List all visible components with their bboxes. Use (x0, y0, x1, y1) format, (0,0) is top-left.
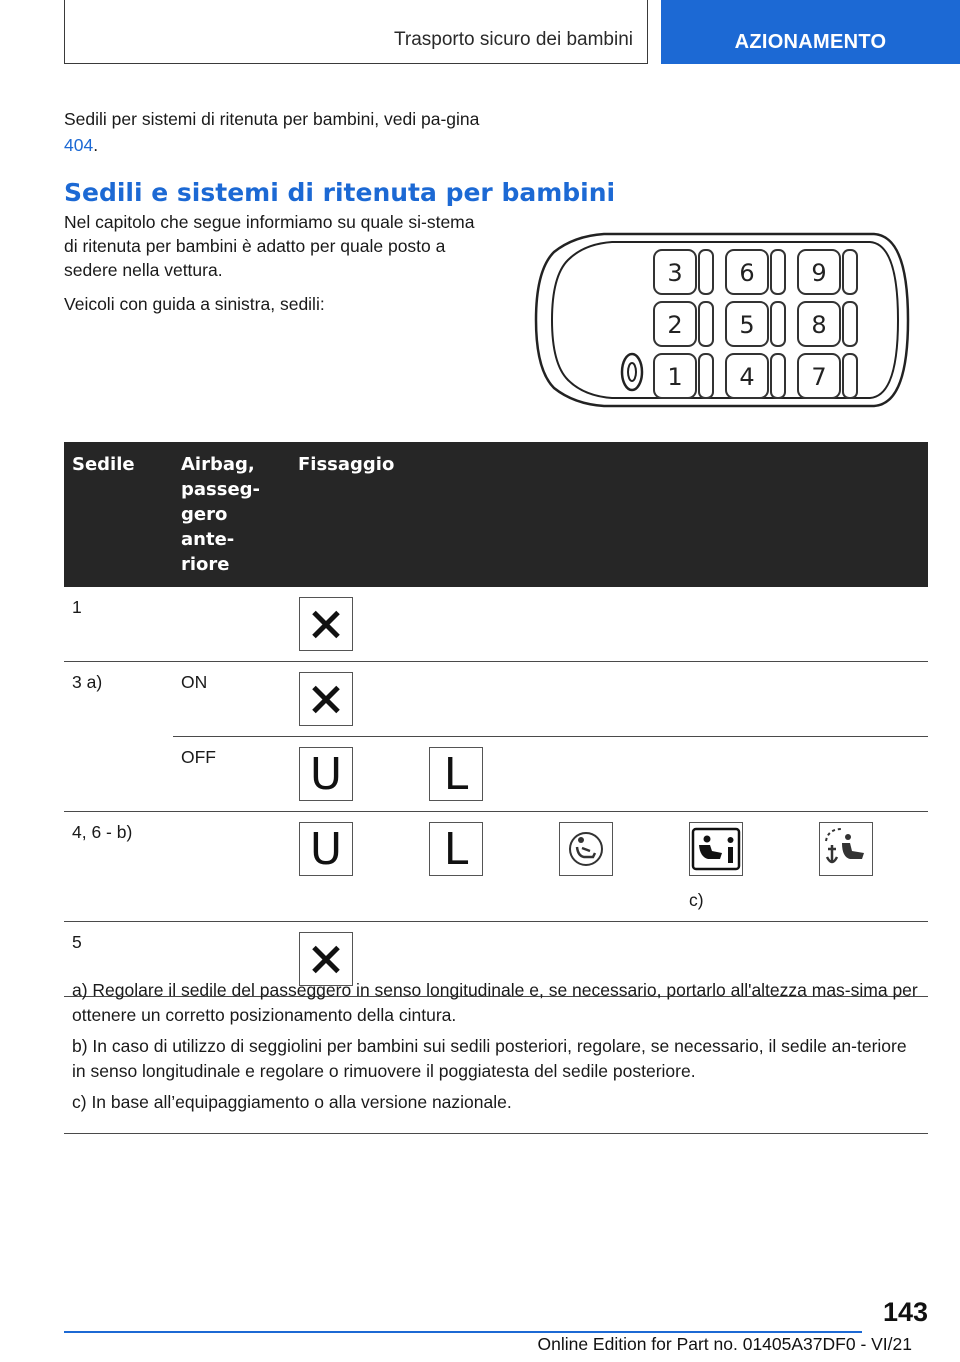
body-text (64, 210, 484, 326)
airbag-cell (173, 812, 290, 922)
table-row (64, 587, 928, 662)
header-chapter-tab[interactable]: AZIONAMENTO (661, 0, 960, 64)
fixing-cell (290, 812, 928, 922)
seat-cell: 5 (64, 922, 173, 997)
seat-9-label: 9 (811, 259, 827, 287)
seat-4-label: 4 (739, 363, 755, 391)
x-icon (299, 672, 353, 726)
airbag-cell (173, 587, 290, 662)
table-header-row (64, 442, 928, 587)
universal-u-icon: U (299, 822, 353, 876)
footnotes (64, 968, 928, 1134)
universal-u-icon: U (299, 747, 353, 801)
header-section-box (64, 0, 648, 64)
section-title: Sedili e sistemi di ritenuta per bambini (64, 178, 616, 207)
edition-note: Online Edition for Part no. 01405A37DF0 - VI/21 (537, 1334, 912, 1354)
page-number: 143 (882, 1297, 928, 1327)
seat-8-label: 8 (811, 311, 827, 339)
intro-text: Sedili per sistemi di ritenuta per bambini, vedi pa-gina (64, 109, 480, 129)
fixing-cell (290, 587, 928, 662)
col-header-seat: Sedile (64, 442, 173, 587)
seat-2-label: 2 (667, 311, 683, 339)
table-row (64, 662, 928, 737)
intro-suffix: . (93, 135, 99, 155)
intro-paragraph (64, 106, 484, 158)
seat-1-label: 1 (667, 363, 683, 391)
x-icon (299, 597, 353, 651)
footnote-b: b) In caso di utilizzo di seggiolini per bambini sui sedili posteriori, regolare, se necessario, il sedile an-teriore in senso longitudinale e regolare o rimuovere il poggiatesta del sedile posteriore. (72, 1036, 907, 1081)
footnote-c-marker: c) (689, 890, 704, 910)
seat-cell: 1 (64, 587, 173, 662)
child-seat-icon (559, 822, 613, 876)
footnote-a: a) Regolare il sedile del passeggero in senso longitudinale e, se necessario, portarlo all'altezza mas-sima per ottenere un corretto posizionamento della cintura. (72, 980, 918, 1025)
fixing-cell (290, 737, 928, 812)
steering-wheel-icon (622, 354, 642, 390)
semi-universal-l-icon: L (429, 747, 483, 801)
seat-cell: 4, 6 - b) (64, 812, 173, 922)
body-paragraph-1: Nel capitolo che segue informiamo su quale si-stema di ritenuta per bambini è adatto per quale posto a sedere nella vettura. (64, 212, 475, 280)
child-seat-info-icon (689, 822, 743, 876)
seat-cell: 3 a) (64, 662, 173, 812)
seat-5-label: 5 (739, 311, 755, 339)
fixing-cell (290, 662, 928, 737)
airbag-cell: OFF (173, 737, 290, 812)
child-seat-anchor-icon (819, 822, 873, 876)
col-header-airbag: Airbag, passeg-gero ante-riore (173, 442, 290, 587)
footer-rule (64, 1331, 862, 1333)
table-row (64, 737, 928, 812)
page-link[interactable]: 404 (64, 135, 94, 155)
footnote-c: c) In base all’equipaggiamento o alla versione nazionale. (72, 1092, 512, 1112)
col-header-fixing: Fissaggio (290, 442, 928, 587)
body-paragraph-2: Veicoli con guida a sinistra, sedili: (64, 294, 325, 314)
seat-6-label: 6 (739, 259, 755, 287)
seat-7-label: 7 (811, 363, 827, 391)
header-section-title: Trasporto sicuro dei bambini (393, 29, 633, 50)
airbag-cell: ON (173, 662, 290, 737)
semi-universal-l-icon: L (429, 822, 483, 876)
table-row (64, 812, 928, 922)
seat-3-label: 3 (667, 259, 683, 287)
child-seat-table (64, 442, 928, 997)
seat-layout-diagram (534, 230, 914, 410)
